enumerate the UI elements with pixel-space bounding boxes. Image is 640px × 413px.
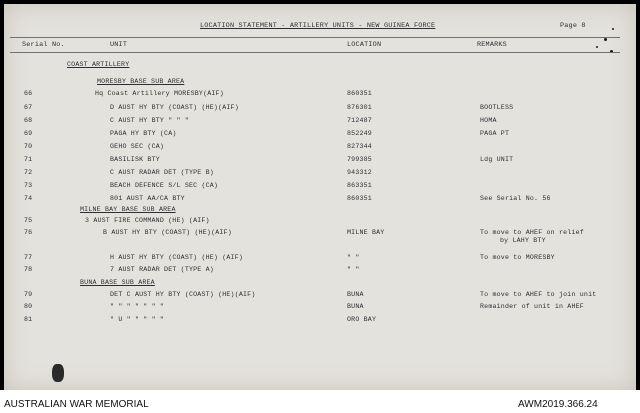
- row-serial: 69: [24, 130, 33, 137]
- row-serial: 68: [24, 117, 33, 124]
- punch-hole: [596, 46, 598, 48]
- row-serial: 78: [24, 266, 33, 273]
- row-location: " ": [347, 254, 360, 261]
- row-location: 860351: [347, 195, 372, 202]
- document-title: LOCATION STATEMENT - ARTILLERY UNITS - NEW GUINEA FORCE: [200, 22, 436, 30]
- row-serial: 71: [24, 156, 33, 163]
- row-remarks: HOMA: [480, 117, 497, 124]
- row-unit: D AUST HY BTY (COAST) (HE)(AIF): [110, 104, 239, 111]
- row-serial: 72: [24, 169, 33, 176]
- row-remarks-continued: by LAHY BTY: [500, 237, 546, 244]
- col-unit-header: UNIT: [110, 41, 128, 49]
- row-serial: 75: [24, 217, 33, 224]
- row-unit: BEACH DEFENCE S/L SEC (CA): [110, 182, 219, 189]
- row-remarks: Remainder of unit in AHEF: [480, 303, 584, 310]
- subsection-heading: BUNA BASE SUB AREA: [80, 279, 155, 286]
- punch-hole: [612, 28, 614, 30]
- punch-hole: [52, 364, 64, 382]
- row-serial: 80: [24, 303, 33, 310]
- row-unit: BASILISK BTY: [110, 156, 160, 163]
- header-rule-top: [10, 37, 620, 38]
- punch-hole: [604, 38, 607, 41]
- row-serial: 79: [24, 291, 33, 298]
- row-serial: 73: [24, 182, 33, 189]
- row-location: 876301: [347, 104, 372, 111]
- row-remarks: To move to AHEF on relief: [480, 229, 584, 236]
- subsection-heading: MORESBY BASE SUB AREA: [97, 78, 185, 85]
- row-unit: GEHO SEC (CA): [110, 143, 165, 150]
- row-location: 860351: [347, 90, 372, 97]
- row-unit: " U " " " " ": [110, 316, 165, 323]
- row-unit: H AUST HY BTY (COAST) (HE) (AIF): [110, 254, 244, 261]
- page-number: Page 8: [560, 22, 586, 30]
- row-location: BUNA: [347, 291, 364, 298]
- row-unit: PAGA HY BTY (CA): [110, 130, 177, 137]
- row-remarks: To move to MORESBY: [480, 254, 555, 261]
- row-location: 852249: [347, 130, 372, 137]
- row-location: 863351: [347, 182, 372, 189]
- row-location: 827344: [347, 143, 372, 150]
- row-unit: Hq Coast Artillery MORESBY(AIF): [95, 90, 224, 97]
- row-remarks: To move to AHEF to join unit: [480, 291, 597, 298]
- row-unit: " " " " " " ": [110, 303, 165, 310]
- row-location: 712487: [347, 117, 372, 124]
- col-remarks-header: REMARKS: [477, 41, 507, 49]
- footer-institution: AUSTRALIAN WAR MEMORIAL: [4, 399, 149, 410]
- row-location: BUNA: [347, 303, 364, 310]
- row-location: " ": [347, 266, 360, 273]
- row-remarks: PAGA PT: [480, 130, 510, 137]
- row-serial: 70: [24, 143, 33, 150]
- row-serial: 74: [24, 195, 33, 202]
- row-location: 943312: [347, 169, 372, 176]
- row-unit: B AUST HY BTY (COAST) (HE)(AIF): [103, 229, 232, 236]
- row-location: ORO BAY: [347, 316, 377, 323]
- row-serial: 77: [24, 254, 33, 261]
- row-serial: 66: [24, 90, 33, 97]
- row-unit: 7 AUST RADAR DET (TYPE A): [110, 266, 214, 273]
- subsection-heading: MILNE BAY BASE SUB AREA: [80, 206, 176, 213]
- header-rule-bottom: [10, 52, 620, 53]
- row-remarks: Ldg UNIT: [480, 156, 514, 163]
- col-location-header: LOCATION: [347, 41, 382, 49]
- row-serial: 81: [24, 316, 33, 323]
- row-unit: 3 AUST FIRE COMMAND (HE) (AIF): [85, 217, 210, 224]
- row-serial: 76: [24, 229, 33, 236]
- row-unit: DET C AUST HY BTY (COAST) (HE)(AIF): [110, 291, 256, 298]
- row-serial: 67: [24, 104, 33, 111]
- row-location: MILNE BAY: [347, 229, 385, 236]
- row-unit: 801 AUST AA/CA BTY: [110, 195, 185, 202]
- row-unit: C AUST RADAR DET (TYPE B): [110, 169, 214, 176]
- footer-accession-number: AWM2019.366.24: [518, 399, 598, 410]
- row-remarks: See Serial No. 56: [480, 195, 551, 202]
- row-remarks: BOOTLESS: [480, 104, 514, 111]
- section-heading: COAST ARTILLERY: [67, 61, 130, 68]
- row-location: 799385: [347, 156, 372, 163]
- col-serial-header: Serial No.: [22, 41, 65, 49]
- row-unit: C AUST HY BTY " " ": [110, 117, 189, 124]
